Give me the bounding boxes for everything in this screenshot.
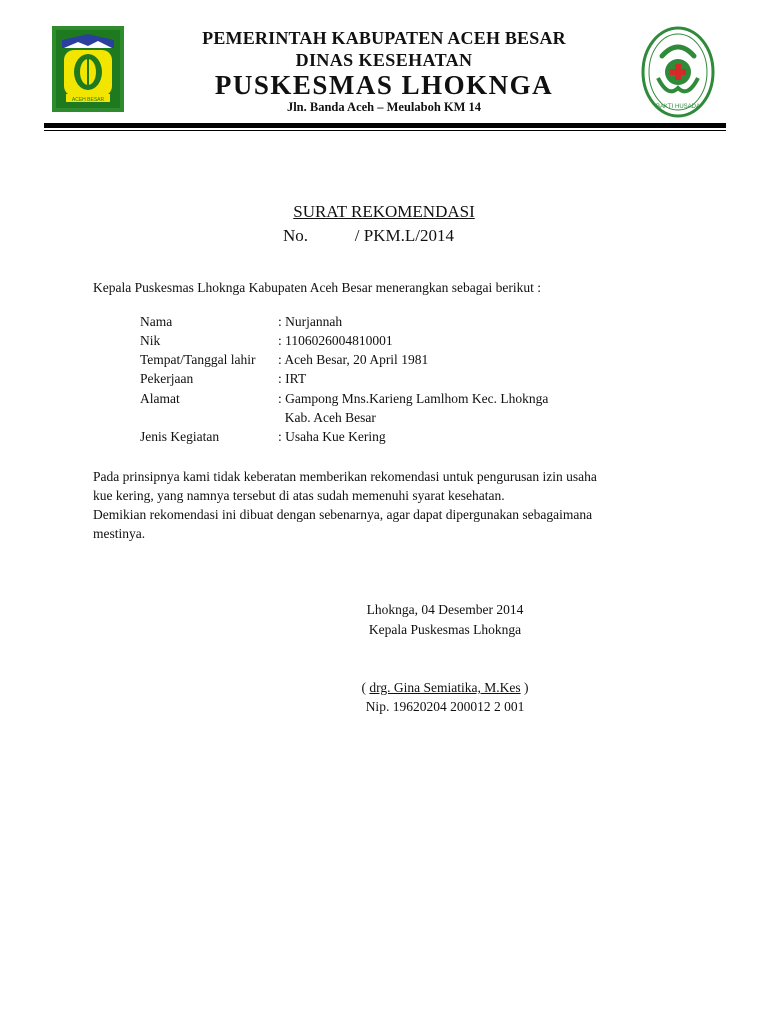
- body-line: Demikian rekomendasi ini dibuat dengan sebenarnya, agar dapat dipergunakan sebagaimana: [93, 507, 593, 522]
- field-value: : IRT: [278, 371, 307, 386]
- header-divider-thin: [44, 130, 726, 131]
- letter-title: SURAT REKOMENDASI: [293, 202, 475, 221]
- aceh-besar-emblem: [52, 26, 124, 112]
- right-emblem-text: BAKTI HUSADA: [655, 104, 701, 110]
- body-line: mestinya.: [93, 526, 146, 541]
- signature-position: Kepala Puskesmas Lhoknga: [368, 622, 522, 637]
- header-divider-thick: [44, 123, 726, 128]
- body-line: Pada prinsipnya kami tidak keberatan memberikan rekomendasi untuk pengurusan izin usaha: [93, 469, 597, 484]
- field-label: Alamat: [140, 391, 180, 406]
- field-label: Nik: [140, 333, 161, 348]
- field-label: Pekerjaan: [140, 371, 194, 386]
- body-line: kue kering, yang namnya tersebut di atas sudah memenuhi syarat kesehatan.: [93, 488, 505, 503]
- field-value: : Usaha Kue Kering: [278, 429, 386, 444]
- header-institution: PUSKESMAS LHOKNGA: [214, 70, 554, 100]
- letter-number: No. / PKM.L/2014: [283, 226, 454, 245]
- field-value: : Aceh Besar, 20 April 1981: [278, 352, 429, 367]
- field-label: Jenis Kegiatan: [140, 429, 220, 444]
- header-government: PEMERINTAH KABUPATEN ACEH BESAR: [202, 28, 566, 48]
- letter-intro: Kepala Puskesmas Lhoknga Kabupaten Aceh Besar menerangkan sebagai berikut :: [93, 280, 541, 295]
- field-label: Tempat/Tanggal lahir: [140, 352, 256, 367]
- field-value: Kab. Aceh Besar: [278, 410, 376, 425]
- signature-place-date: Lhoknga, 04 Desember 2014: [366, 602, 524, 617]
- signature-nip: Nip. 19620204 200012 2 001: [365, 699, 525, 714]
- signatory-name: drg. Gina Semiatika, M.Kes: [369, 680, 521, 695]
- letter-body: [93, 467, 683, 543]
- left-emblem-text: ACEH BESAR: [71, 97, 105, 103]
- field-value: : 1106026004810001: [278, 333, 393, 348]
- field-label: Nama: [140, 314, 173, 329]
- header-department: DINAS KESEHATAN: [295, 50, 473, 70]
- signature-name-line: ( drg. Gina Semiatika, M.Kes ): [361, 680, 529, 695]
- field-value: : Gampong Mns.Karieng Lamlhom Kec. Lhoknga: [278, 391, 549, 406]
- bakti-husada-emblem: [640, 26, 716, 118]
- header-address: Jln. Banda Aceh – Meulaboh KM 14: [286, 100, 482, 114]
- field-value: : Nurjannah: [278, 314, 343, 329]
